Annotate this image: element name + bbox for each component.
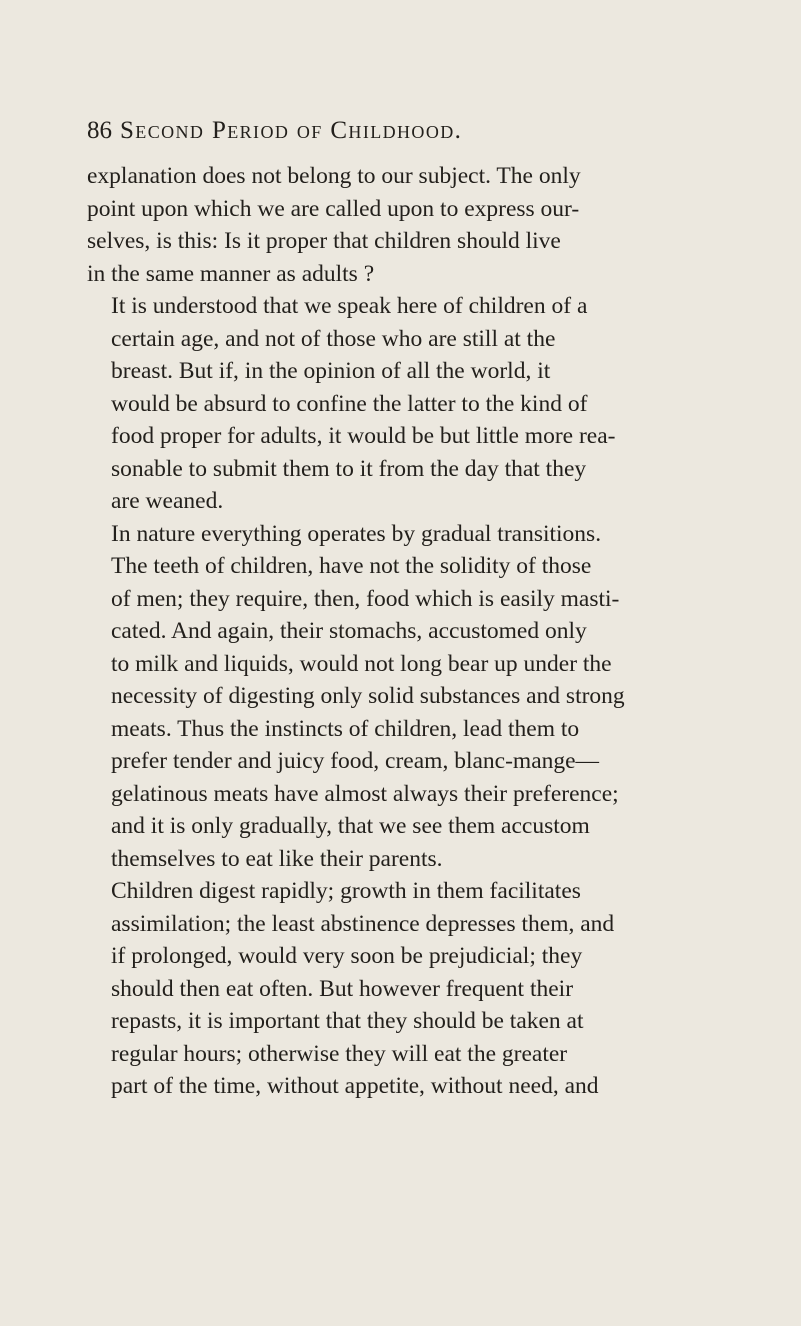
text-line: breast. But if, in the opinion of all the world, it [111, 358, 551, 384]
paragraph [87, 518, 727, 876]
text-line: of men; they require, then, food which is easily masti- [111, 585, 620, 612]
text-line: explanation does not belong to our subject. The only [87, 163, 581, 189]
running-title: Second Period of Childhood. [120, 117, 463, 144]
text-line: and it is only gradually, that we see them accustom [111, 813, 590, 839]
running-head [87, 114, 727, 148]
text-line: cated. And again, their stomachs, accustomed only [111, 618, 587, 644]
paragraph [87, 875, 727, 1103]
text-line: if prolonged, would very soon be prejudicial; they [111, 943, 583, 969]
text-line: The teeth of children, have not the solidity of those [111, 553, 592, 579]
text-line: themselves to eat like their parents. [111, 845, 443, 872]
text-line: Children digest rapidly; growth in them facilitates [111, 878, 581, 904]
text-line: point upon which we are called upon to express our- [87, 195, 580, 222]
text-line: prefer tender and juicy food, cream, blanc-mange— [111, 748, 600, 774]
text-line: repasts, it is important that they should be taken at [111, 1008, 584, 1034]
text-line: In nature everything operates by gradual transitions. [111, 520, 602, 547]
text-line: regular hours; otherwise they will eat the greater [111, 1040, 568, 1067]
text-line: sonable to submit them to it from the day that they [111, 455, 587, 482]
text-line: meats. Thus the instincts of children, lead them to [111, 715, 580, 742]
text-line: should then eat often. But however frequent their [111, 975, 574, 1002]
text-line: to milk and liquids, would not long bear up under the [111, 650, 612, 677]
text-line: are weaned. [111, 488, 224, 514]
text-line: would be absurd to confine the latter to the kind of [111, 390, 588, 417]
text-line: assimilation; the least abstinence depresses them, and [111, 910, 615, 937]
text-line: It is understood that we speak here of children of a [111, 293, 588, 319]
page-number: 86 [87, 117, 112, 144]
text-line: food proper for adults, it would be but little more rea- [111, 423, 616, 449]
text-line: selves, is this: Is it proper that children should live [87, 228, 561, 254]
paragraph [87, 160, 727, 290]
text-line: certain age, and not of those who are still at the [111, 325, 556, 352]
paragraph [87, 290, 727, 518]
text-line: gelatinous meats have almost always their preference; [111, 780, 619, 807]
text-line: necessity of digesting only solid substances and strong [111, 683, 625, 709]
text-line: in the same manner as adults ? [87, 260, 375, 287]
text-line: part of the time, without appetite, without need, and [111, 1073, 599, 1099]
body-text [87, 160, 727, 1103]
